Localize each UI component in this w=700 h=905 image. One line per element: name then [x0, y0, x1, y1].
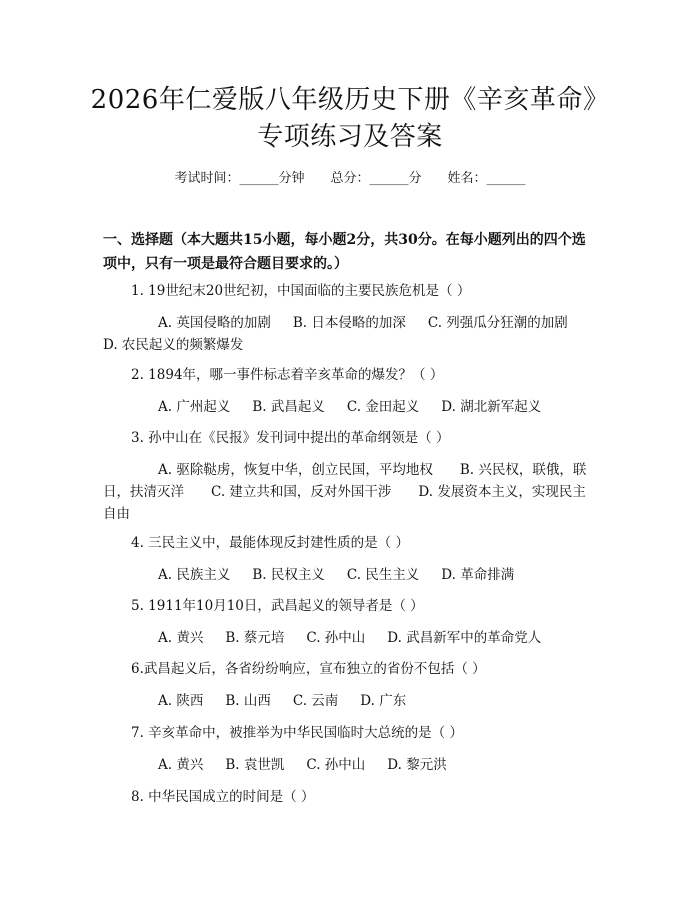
option-d: D. 广东	[360, 693, 407, 709]
option-a: A. 陕西	[158, 693, 204, 709]
option-c: C. 云南	[292, 693, 339, 709]
option-b: B. 民权主义	[252, 567, 325, 583]
question-options	[103, 459, 603, 525]
question-options	[103, 754, 603, 776]
time-blank: ______	[239, 171, 279, 186]
section-heading-line1: 一、选择题（本大题共15小题，每小题2分，共30分。在每小题列出的四个选	[103, 232, 586, 248]
section-heading	[103, 228, 603, 276]
question-stem: 2. 1894年，哪一事件标志着辛亥革命的爆发？（ ）	[131, 367, 444, 383]
question-options	[103, 312, 603, 356]
option-a: A. 广州起义	[158, 399, 231, 415]
option-a: A. 黄兴	[158, 757, 204, 773]
question-options	[103, 564, 603, 586]
option-d: D. 武昌新军中的革命党人	[387, 630, 542, 646]
option-d: D. 革命排满	[441, 567, 515, 583]
name-label: 姓名：	[447, 171, 487, 186]
score-label: 总分：	[330, 171, 370, 186]
exam-meta	[0, 170, 700, 188]
question-stem: 5. 1911年10月10日，武昌起义的领导者是（ ）	[131, 598, 424, 614]
option-a: A. 英国侵略的加剧	[158, 315, 271, 331]
page-title-line2: 专项练习及答案	[257, 122, 443, 152]
option-c: C. 金田起义	[346, 399, 420, 415]
question-stem: 7. 辛亥革命中，被推举为中华民国临时大总统的是（ ）	[131, 725, 463, 741]
question-stem: 4. 三民主义中，最能体现反封建性质的是（ ）	[131, 535, 409, 551]
option-a: A. 民族主义	[158, 567, 231, 583]
question-options	[103, 627, 603, 649]
option-c: C. 民生主义	[346, 567, 420, 583]
option-b: B. 日本侵略的加深	[292, 315, 406, 331]
option-c: C. 孙中山	[306, 630, 366, 646]
score-unit: 分	[408, 171, 422, 186]
time-unit: 分钟	[278, 171, 305, 186]
question-stem: 8. 中华民国成立的时间是（ ）	[131, 789, 315, 805]
options-line: 日，扶清灭洋 C. 建立共和国，反对外国干涉 D. 发展资本主义，实现民主	[103, 484, 586, 500]
option-d: D. 黎元洪	[387, 757, 447, 773]
question-stem: 6.武昌起义后，各省纷纷响应，宣布独立的省份不包括（ ）	[131, 661, 486, 677]
question-stem: 1. 19世纪末20世纪初，中国面临的主要民族危机是（ ）	[131, 283, 471, 299]
option-b: B. 武昌起义	[252, 399, 325, 415]
options-line: A. 驱除鞑虏，恢复中华，创立民国，平均地权 B. 兴民权，联俄，联	[158, 462, 587, 478]
option-c: C. 孙中山	[306, 757, 366, 773]
options-line: 自由	[103, 506, 130, 522]
option-b: B. 蔡元培	[225, 630, 285, 646]
option-d: D. 农民起义的频繁爆发	[103, 337, 244, 353]
option-a: A. 黄兴	[158, 630, 204, 646]
score-blank: ______	[369, 171, 409, 186]
section-heading-line2: 项中，只有一项是最符合题目要求的。）	[103, 256, 348, 272]
option-b: B. 山西	[225, 693, 271, 709]
question-options	[103, 396, 603, 418]
time-label: 考试时间：	[174, 171, 240, 186]
option-b: B. 袁世凯	[225, 757, 285, 773]
option-c: C. 列强瓜分狂潮的加剧	[427, 315, 568, 331]
option-d: D. 湖北新军起义	[441, 399, 542, 415]
page-title-line1: 2026年仁爱版八年级历史下册《辛亥革命》	[90, 85, 610, 115]
name-blank: ______	[486, 171, 526, 186]
question-stem: 3. 孙中山在《民报》发刊词中提出的革命纲领是（ ）	[131, 430, 450, 446]
question-options	[103, 690, 603, 712]
